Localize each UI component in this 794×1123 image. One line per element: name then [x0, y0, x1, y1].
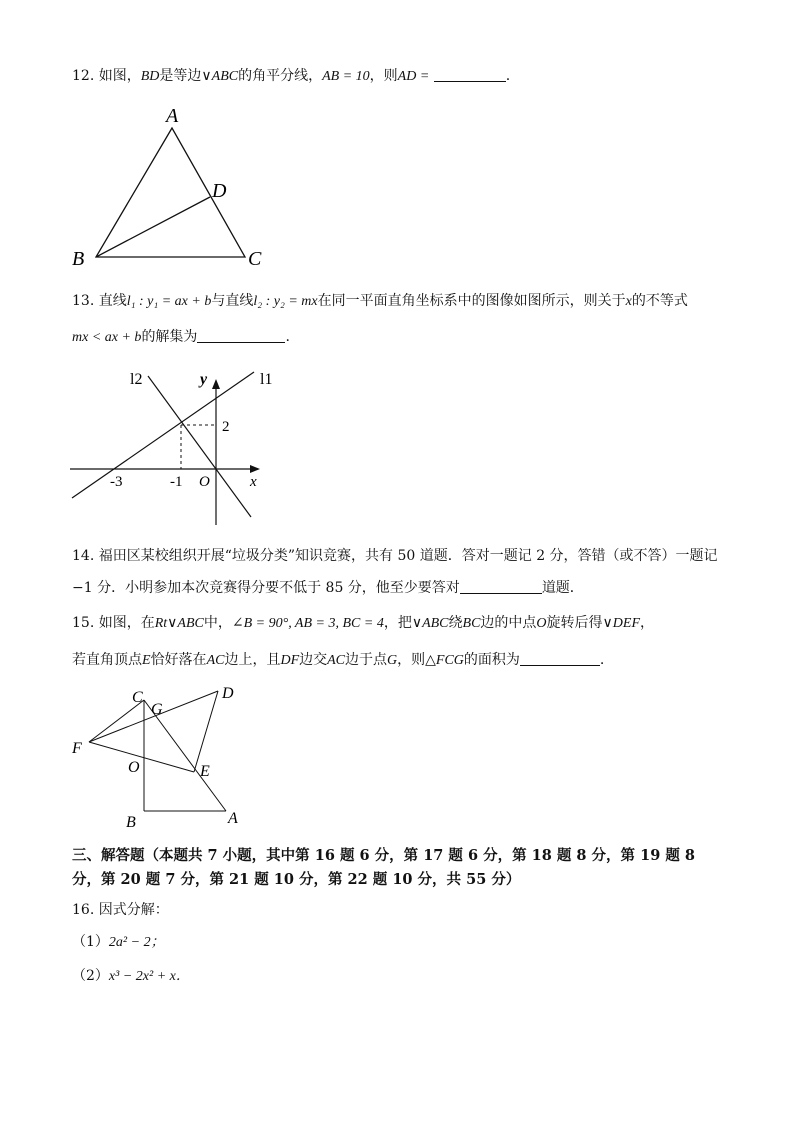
q15-text-4: 绕	[448, 615, 463, 631]
q15-text-line1	[72, 613, 654, 634]
q12-text	[72, 66, 510, 87]
q15-text-6: 旋转后得	[546, 615, 603, 631]
q15-label-g: G	[151, 701, 163, 718]
q13-label-m1: -1	[170, 474, 183, 490]
q15-end: .	[599, 652, 605, 668]
q15-bc: BC	[462, 616, 481, 631]
q13-answer-blank[interactable]	[197, 328, 285, 343]
q15-answer-blank[interactable]	[520, 651, 600, 666]
q14-number: 14.	[72, 548, 95, 564]
q16-part1	[72, 932, 165, 953]
q15-g: G	[387, 653, 398, 668]
q13-label-o: O	[199, 474, 210, 490]
q13-label-x: x	[250, 474, 257, 490]
q12-triangle: ∨ABC	[201, 69, 239, 84]
q15-line2-a: 若直角顶点	[72, 652, 142, 668]
q13-text-3: 在同一平面直角坐标系中的图像如图所示，则关于	[317, 293, 626, 309]
q15-fcg: △FCG	[425, 653, 464, 668]
q12-text-4: ，则	[369, 68, 398, 84]
q15-ac-2: AC	[327, 653, 346, 668]
q13-text-2: 与直线	[211, 293, 254, 309]
q13-text-1: 直线	[98, 293, 127, 309]
q13-text-line2	[72, 327, 290, 348]
q15-line2-c: 边上，且	[224, 652, 281, 668]
q13-x-axis-arrow	[250, 465, 260, 473]
q15-conditions: ∠B = 90°, AB = 3, BC = 4	[231, 616, 384, 631]
q16-part2-expression: x³ − 2x² + x．	[108, 969, 190, 984]
q14-line2b: 道题．	[541, 580, 584, 596]
q16-part1-expression: 2a² − 2；	[108, 935, 165, 950]
q12-label-d: D	[212, 180, 227, 202]
q15-text-3: ，把	[383, 615, 412, 631]
q15-label-e: E	[200, 763, 210, 780]
q12-label-c: C	[248, 248, 262, 270]
q15-text-2: 中，	[203, 615, 232, 631]
q13-label-2: 2	[222, 419, 230, 435]
q13-line-l1	[72, 372, 254, 498]
q15-line2-f: ，则	[397, 652, 426, 668]
q15-label-d: D	[222, 685, 234, 702]
section3-heading-line1: 三、解答题（本题共 7 小题，其中第 16 题 6 分，第 17 题 6 分，第 18 题 8 分，第 19 题 8	[72, 847, 695, 864]
q15-text-line2	[72, 650, 604, 671]
q13-text-4: 的不等式	[631, 293, 688, 309]
q13-label-l1: l1	[260, 371, 273, 388]
q12-ab-equation: AB = 10	[322, 69, 370, 84]
q15-rt-triangle: Rt∨ABC	[154, 616, 204, 631]
q12-number: 12.	[72, 68, 95, 84]
q13-x: x	[625, 294, 632, 309]
q16-part1-label: （1）	[72, 934, 109, 950]
q15-text-5: 边的中点	[480, 615, 537, 631]
q13-line-l2	[148, 376, 251, 517]
q15-o: O	[536, 616, 547, 631]
q12-label-b: B	[72, 248, 85, 270]
q15-ac: AC	[206, 653, 225, 668]
q16-title: 16. 因式分解：	[72, 902, 169, 918]
q16-part2-label: （2）	[72, 968, 109, 984]
q15-df: DF	[280, 653, 300, 668]
q15-label-o: O	[128, 759, 140, 776]
q15-line2-g: 的面积为	[463, 652, 520, 668]
q12-figure	[60, 100, 280, 275]
q15-line2-e: 边于点	[345, 652, 388, 668]
q13-label-m3: -3	[110, 474, 123, 490]
section3-heading-line2: 分，第 20 题 7 分，第 21 题 10 分，第 22 题 10 分，共 55 分）	[72, 871, 521, 888]
q13-end: .	[285, 329, 290, 345]
q15-figure	[64, 680, 264, 835]
q15-number: 15.	[72, 615, 95, 631]
q13-label-l2: l2	[130, 371, 143, 388]
q13-figure	[66, 362, 286, 532]
q14-answer-blank[interactable]	[460, 579, 542, 594]
q12-end: .	[505, 68, 511, 84]
q15-e: E	[142, 653, 151, 668]
q13-l1-equation: l₁ : y₁ = ax + b	[126, 294, 212, 309]
q12-label-a: A	[166, 105, 179, 127]
q15-text-1: 如图，在	[98, 615, 155, 631]
q15-text-7: ，	[640, 615, 655, 631]
q12-text-3: 的角平分线，	[238, 68, 323, 84]
q16-part2	[72, 966, 190, 987]
q12-bd: BD	[140, 69, 160, 84]
q14-line2a: −1 分．小明参加本次竞赛得分要不低于 85 分，他至少要答对	[72, 580, 460, 596]
q15-triangle: ∨ABC	[411, 616, 449, 631]
q15-segment-fc	[89, 700, 144, 742]
q14-text-line1	[72, 546, 718, 566]
q12-text-1: 如图，	[98, 68, 141, 84]
q15-def: ∨DEF	[602, 616, 641, 631]
q13-y-axis-arrow	[212, 379, 220, 389]
q15-label-b: B	[126, 814, 136, 831]
q13-text-line1	[72, 291, 688, 312]
q14-line1: 福田区某校组织开展“垃圾分类”知识竞赛，共有 50 道题．答对一题记 2 分，答错（或不答）一题记	[98, 548, 718, 564]
q12-answer-blank[interactable]	[434, 67, 506, 82]
q13-text-5: 的解集为	[141, 329, 198, 345]
q15-segment-de	[194, 691, 218, 772]
q13-label-y: y	[200, 371, 208, 388]
q12-ad: AD =	[397, 69, 430, 84]
q15-label-a: A	[228, 810, 238, 827]
q15-label-f: F	[72, 740, 82, 757]
q13-l2-equation: l₂ : y₂ = mx	[253, 294, 318, 309]
q13-number: 13.	[72, 293, 95, 309]
q13-inequality: mx < ax + b	[72, 330, 142, 345]
q15-line2-d: 边交	[299, 652, 328, 668]
q15-label-c: C	[132, 689, 143, 706]
q12-text-2: 是等边	[159, 68, 202, 84]
q15-line2-b: 恰好落在	[150, 652, 207, 668]
q14-text-line2	[72, 578, 584, 598]
